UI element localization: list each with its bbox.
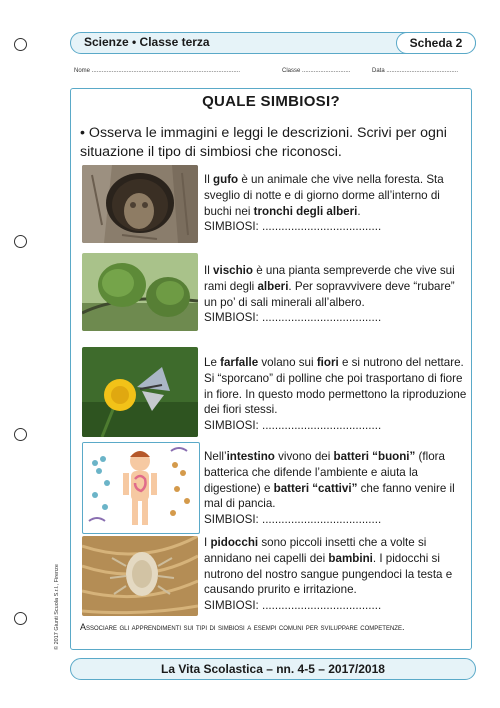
copyright-credit: © 2017 Giunti Scuola S.r.l., Firenze — [54, 564, 60, 650]
binder-hole — [14, 612, 27, 625]
butterfly-simbiosi-field[interactable]: SIMBIOSI: ..................................... — [204, 419, 382, 433]
owl-text: Il gufo è un animale che vive nella foresta. Sta sveglio di notte e di giorno dorme all’interno di buchi nei tronchi degli alberi. — [204, 173, 444, 218]
mistletoe-image — [82, 253, 198, 331]
mistletoe-simbiosi-field[interactable]: SIMBIOSI: ..................................... — [204, 311, 382, 325]
butterfly-text: Le farfalle volano sui fiori e si nutrono del nettare. Si “sporcano” di polline che poi trasportano di fiore in fiore. In questo modo permettono la riproduzione dei fiori stessi. — [204, 356, 467, 417]
lice-simbiosi-field[interactable]: SIMBIOSI: ..................................... — [204, 599, 382, 613]
subject-label: Scienze • Classe terza — [84, 35, 210, 49]
mistletoe-text: Il vischio è una pianta sempreverde che vive sui rami degli alberi. Per sopravvivere deve “rubare” un po’ di sali minerali all’albero. — [204, 264, 455, 309]
butterfly-image — [82, 347, 198, 437]
sheet-label: Scheda 2 — [396, 32, 476, 54]
teacher-note: Associare gli apprendimenti sui tipi di simbiosi a esempi comuni per sviluppare competenze. — [80, 622, 405, 632]
header-bar — [70, 32, 476, 54]
intestine-text: Nell’intestino vivono dei batteri “buoni” (flora batterica che difende l’ambiente e aiuta la digestione) e batteri “cattivi” che fanno venire il mal di pancia. — [204, 450, 455, 511]
binder-hole — [14, 235, 27, 248]
lice-image — [82, 536, 198, 616]
owl-description — [204, 172, 468, 235]
intestine-image — [82, 442, 200, 534]
page-title: QUALE SIMBIOSI? — [202, 93, 340, 110]
class-field[interactable]: Classe ............................. — [282, 68, 351, 74]
mistletoe-description — [204, 263, 468, 326]
intestine-description — [204, 449, 468, 528]
lice-description — [204, 535, 468, 614]
lice-text: I pidocchi sono piccoli insetti che a volte si annidano nei capelli dei bambini. I pidocchi si nutrono del nostro sangue pungendoci la testa e causando prurito e irritazione. — [204, 536, 453, 597]
instruction-text: • Osserva le immagini e leggi le descrizioni. Scrivi per ogni situazione il tipo di simbiosi che riconosci. — [80, 125, 447, 160]
binder-hole — [14, 38, 27, 51]
binder-hole — [14, 428, 27, 441]
name-field[interactable]: Nome ......................................................................................... — [74, 68, 241, 74]
owl-image — [82, 165, 198, 243]
intestine-simbiosi-field[interactable]: SIMBIOSI: ..................................... — [204, 513, 382, 527]
butterfly-description — [204, 355, 468, 434]
owl-simbiosi-field[interactable]: SIMBIOSI: ..................................... — [204, 220, 382, 234]
date-field[interactable]: Data ........................................... — [372, 68, 459, 74]
footer-bar: La Vita Scolastica – nn. 4-5 – 2017/2018 — [70, 658, 476, 680]
